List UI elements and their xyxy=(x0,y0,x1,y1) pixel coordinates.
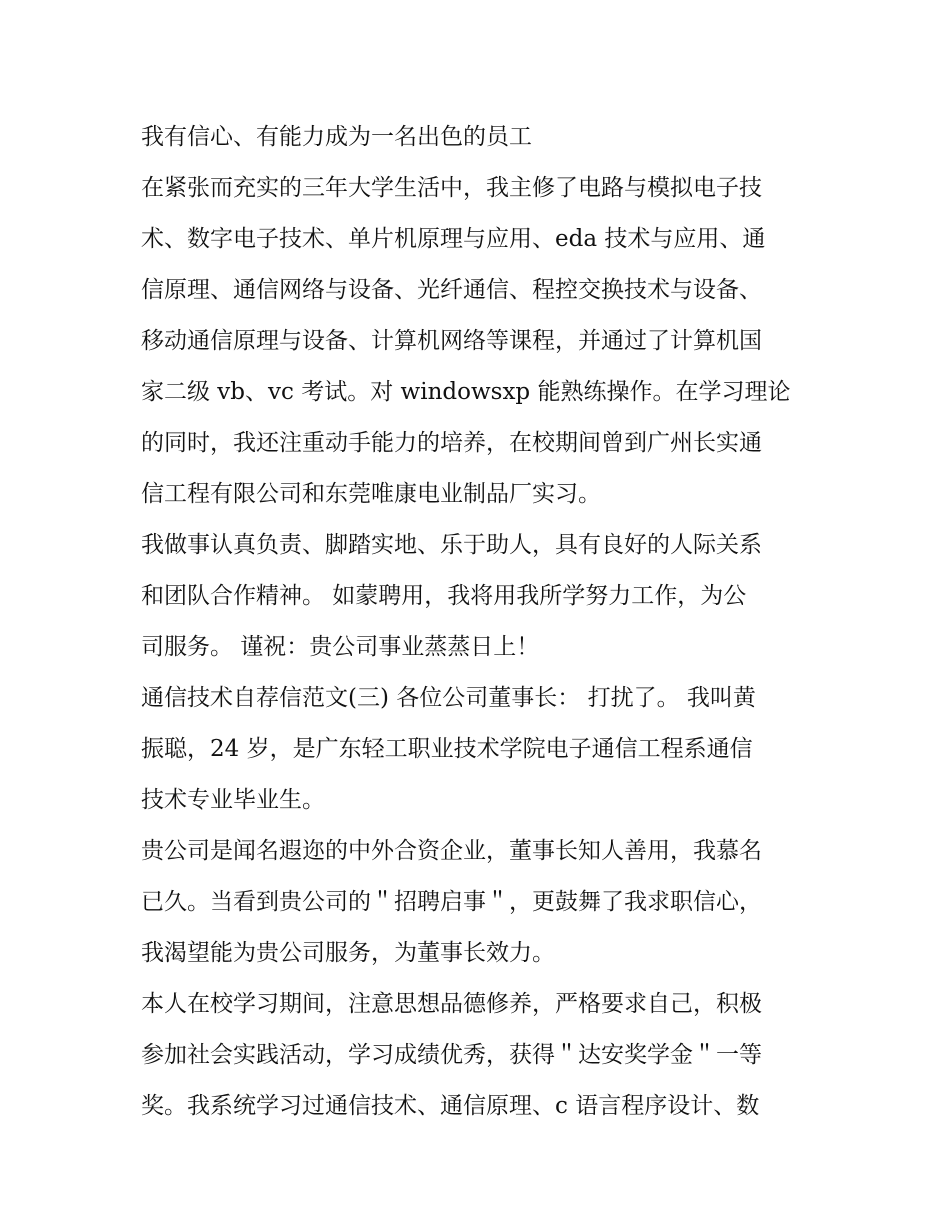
paragraph-3 xyxy=(141,520,821,673)
document-body xyxy=(141,112,821,1132)
text-line: 术、数字电子技术、单片机原理与应用、eda 技术与应用、通 xyxy=(141,226,766,252)
paragraph-5 xyxy=(141,826,821,979)
text-line: 移动通信原理与设备、计算机网络等课程，并通过了计算机国 xyxy=(141,328,762,354)
text-line: 我做事认真负责、脚踏实地、乐于助人，具有良好的人际关系 xyxy=(141,532,762,558)
text-line: 信原理、通信网络与设备、光纤通信、程控交换技术与设备、 xyxy=(141,277,762,303)
text-line: 奖。我系统学习过通信技术、通信原理、c 语言程序设计、数 xyxy=(141,1093,760,1119)
text-line: 技术专业毕业生。 xyxy=(141,787,325,813)
paragraph-6 xyxy=(141,979,821,1132)
text-line: 我有信心、有能力成为一名出色的员工 xyxy=(141,124,532,150)
text-line: 我渴望能为贵公司服务，为董事长效力。 xyxy=(141,940,555,966)
text-line: 通信技术自荐信范文(三) 各位公司董事长： 打扰了。 我叫黄 xyxy=(141,685,756,711)
text-line: 和团队合作精神。 如蒙聘用，我将用我所学努力工作，为公 xyxy=(141,583,747,609)
text-line: 本人在校学习期间，注意思想品德修养，严格要求自己，积极 xyxy=(141,991,762,1017)
text-line: 在紧张而充实的三年大学生活中，我主修了电路与模拟电子技 xyxy=(141,175,762,201)
text-line: 家二级 vb、vc 考试。对 windowsxp 能熟练操作。在学习理论 xyxy=(141,379,791,405)
text-line: 振聪，24 岁，是广东轻工职业技术学院电子通信工程系通信 xyxy=(141,736,753,762)
text-line: 参加社会实践活动，学习成绩优秀，获得＂达安奖学金＂一等 xyxy=(141,1042,762,1068)
text-line: 信工程有限公司和东莞唯康电业制品厂实习。 xyxy=(141,481,601,507)
text-line: 贵公司是闻名遐迩的中外合资企业，董事长知人善用，我慕名 xyxy=(141,838,762,864)
text-line: 已久。当看到贵公司的＂招聘启事＂，更鼓舞了我求职信心， xyxy=(141,889,762,915)
text-line: 司服务。 谨祝：贵公司事业蒸蒸日上！ xyxy=(141,634,540,660)
paragraph-4 xyxy=(141,673,821,826)
paragraph-2 xyxy=(141,163,821,520)
text-line: 的同时，我还注重动手能力的培养，在校期间曾到广州长实通 xyxy=(141,430,762,456)
paragraph-1 xyxy=(141,112,821,163)
